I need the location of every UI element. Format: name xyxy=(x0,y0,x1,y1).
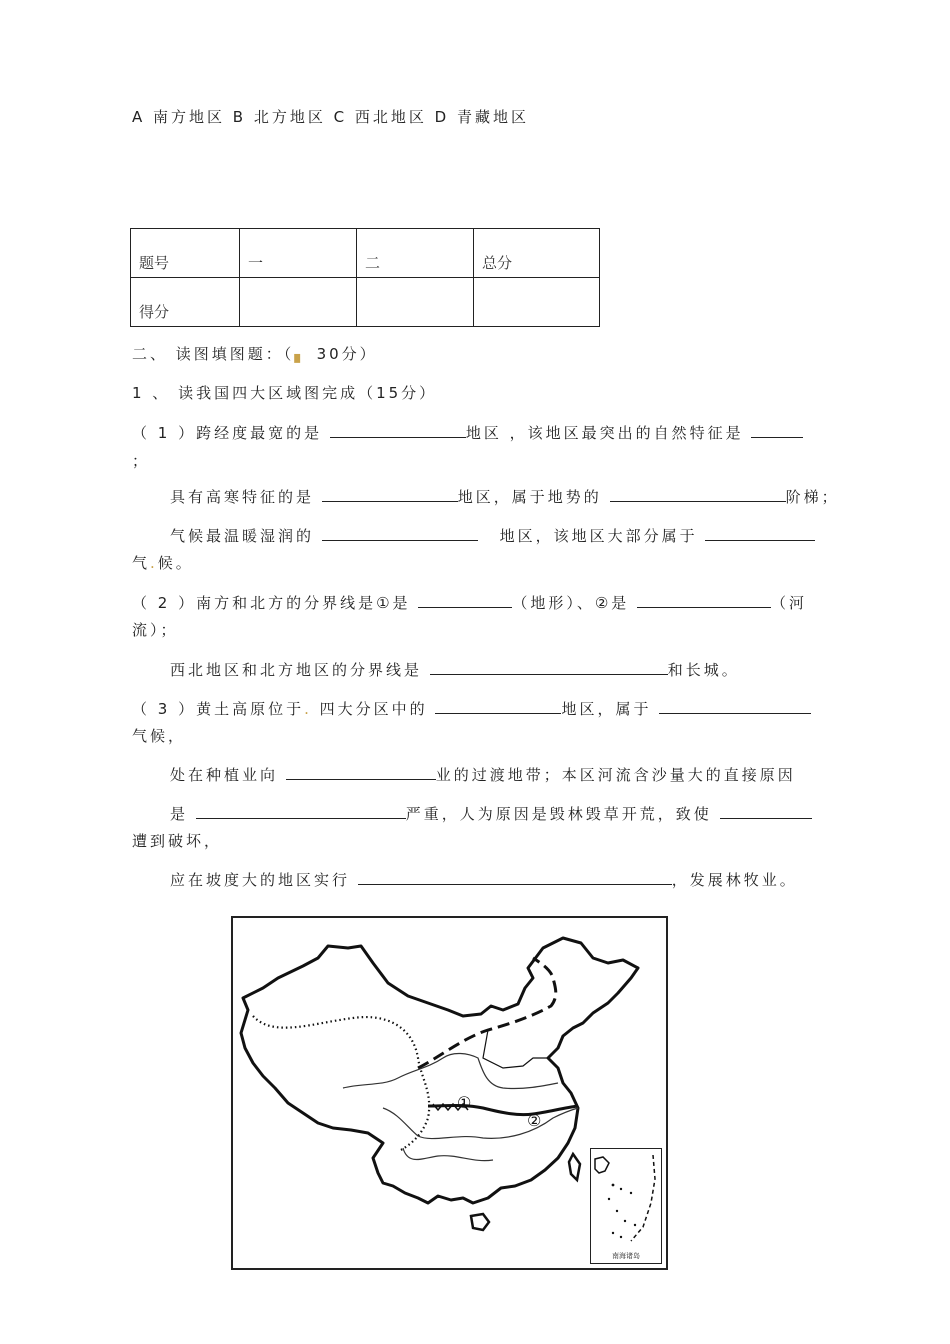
table-cell[interactable] xyxy=(474,278,600,327)
q1-2-b: （地形）、②是 xyxy=(512,594,630,612)
q1-2-line2 xyxy=(170,659,740,680)
q1-1-f: 阶梯； xyxy=(785,488,840,506)
answer-blank[interactable] xyxy=(705,526,815,541)
answer-blank[interactable] xyxy=(610,487,786,502)
q1-3-b: 四大分区中的 xyxy=(319,700,428,718)
dashed-boundary xyxy=(418,958,556,1068)
answer-blank[interactable] xyxy=(720,804,812,819)
score-table xyxy=(130,228,600,327)
answer-blank[interactable] xyxy=(196,804,406,819)
q1-3-a: （ 3 ）黄土高原位于 xyxy=(132,700,305,718)
q1-1-b: 地区 ，该地区最突出的自然特征是 xyxy=(465,424,744,442)
mark-dot-icon: . xyxy=(150,554,158,572)
q1-2-e: 西北地区和北方地区的分界线是 xyxy=(170,661,423,679)
q1-1-a: （ 1 ）跨经度最宽的是 xyxy=(132,424,323,442)
yellow-river xyxy=(343,1053,558,1088)
q1-3-line4 xyxy=(170,869,798,890)
q1-1-i: 气 xyxy=(132,554,151,572)
mark-dot-icon: . xyxy=(304,700,312,718)
answer-blank[interactable] xyxy=(430,660,668,675)
dashed-boundary-2 xyxy=(483,1030,548,1068)
marker-2-label: ② xyxy=(527,1111,542,1130)
q1-2-line1 xyxy=(132,592,807,613)
table-cell[interactable] xyxy=(357,278,474,327)
south-china-sea-inset xyxy=(590,1148,662,1264)
table-cell: 得分 xyxy=(131,278,240,327)
q1-3-line2 xyxy=(170,764,796,785)
answer-blank[interactable] xyxy=(358,870,672,885)
q1-1-j: 候。 xyxy=(157,554,194,572)
section-title-text: 二、 读图填图题：（ xyxy=(132,345,295,363)
answer-blank[interactable] xyxy=(322,487,458,502)
q1-3-j: 应在坡度大的地区实行 xyxy=(170,871,351,889)
q1-3-h: 严重，人为原因是毁林毁草开荒，致使 xyxy=(405,805,712,823)
q1-3-line3 xyxy=(170,803,812,824)
q1-3-e: 处在种植业向 xyxy=(170,766,279,784)
question-title: 1 、 读我国四大区域图完成（15分） xyxy=(132,384,438,402)
q1-2-c: （河 xyxy=(771,594,808,612)
q1-3-d: 气候， xyxy=(132,727,187,745)
q1-1-line1 xyxy=(132,422,803,443)
options-line: A 南方地区 B 北方地区 C 西北地区 D 青藏地区 xyxy=(132,108,529,126)
inset-svg xyxy=(591,1149,660,1249)
table-cell: 题号 xyxy=(131,229,240,278)
answer-blank[interactable] xyxy=(435,699,561,714)
q1-1-d: 具有高寒特征的是 xyxy=(170,488,315,506)
table-cell: 二 xyxy=(357,229,474,278)
q1-1-g: 气候最温暖湿润的 xyxy=(170,527,315,545)
q1-3-i: 遭到破坏， xyxy=(132,832,223,850)
table-row xyxy=(131,278,600,327)
q1-1-line2 xyxy=(170,486,840,507)
marker-1-label: ① xyxy=(457,1093,472,1112)
table-cell: 总分 xyxy=(474,229,600,278)
table-cell: 一 xyxy=(240,229,357,278)
q1-1-c: ； xyxy=(132,452,151,470)
q1-3-line1 xyxy=(132,698,811,719)
answer-blank[interactable] xyxy=(659,699,811,714)
q1-2-a: （ 2 ）南方和北方的分界线是①是 xyxy=(132,594,411,612)
answer-blank[interactable] xyxy=(286,765,436,780)
q1-3-g: 是 xyxy=(170,805,189,823)
q1-3-f: 业的过渡地带；本区河流含沙量大的直接原因 xyxy=(435,766,796,784)
inset-label: 南海诸岛 xyxy=(612,1252,640,1260)
answer-blank[interactable] xyxy=(637,593,771,608)
answer-blank[interactable] xyxy=(330,423,466,438)
inset-islands xyxy=(608,1184,636,1239)
q1-1-e: 地区，属于地势的 xyxy=(457,488,602,506)
q1-1-line3 xyxy=(170,525,815,546)
q1-3-k: ，发展林牧业。 xyxy=(671,871,798,889)
answer-blank[interactable] xyxy=(418,593,512,608)
q1-2-f: 和长城。 xyxy=(667,661,740,679)
inset-coast xyxy=(595,1157,609,1173)
table-row xyxy=(131,229,600,278)
table-cell[interactable] xyxy=(240,278,357,327)
section-title xyxy=(132,343,378,364)
hainan-island xyxy=(471,1214,489,1230)
section-score: 30分） xyxy=(308,345,378,363)
inset-dash-line xyxy=(631,1155,655,1241)
q1-1-line4 xyxy=(132,552,194,573)
taiwan-island xyxy=(569,1154,580,1180)
south-boundary-line xyxy=(403,1148,493,1161)
q1-1-h: 地区，该地区大部分属于 xyxy=(499,527,698,545)
answer-blank[interactable] xyxy=(322,526,478,541)
answer-blank[interactable] xyxy=(751,423,803,438)
q1-2-d: 流）； xyxy=(132,621,179,639)
q1-3-c: 地区，属于 xyxy=(561,700,652,718)
mark-dot-icon: ▖ xyxy=(294,345,309,363)
